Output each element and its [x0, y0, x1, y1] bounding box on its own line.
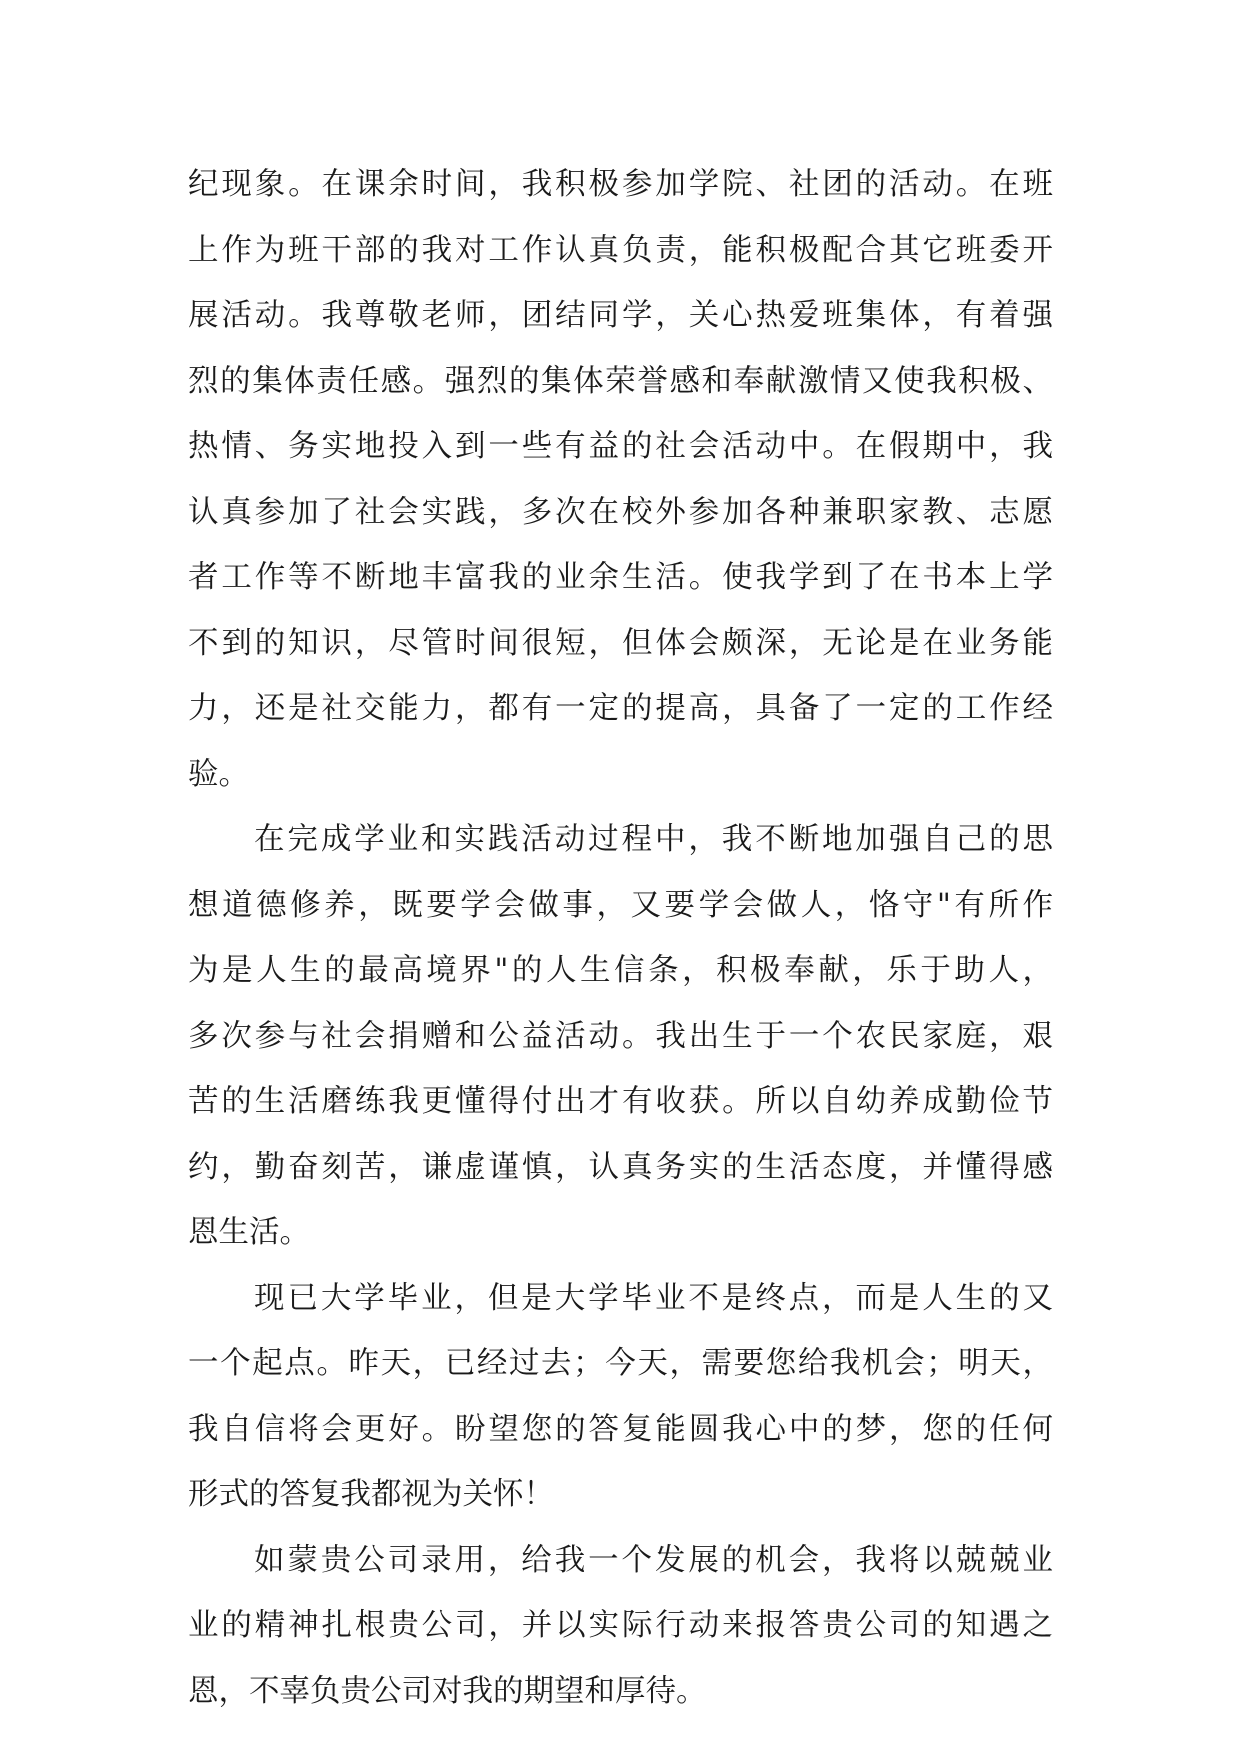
text-line: 纪现象。在课余时间，我积极参加学院、社团的活动。在班 [188, 167, 1053, 202]
text-line: 者工作等不断地丰富我的业余生活。使我学到了在书本上学 [188, 560, 1053, 595]
text-line: 苦的生活磨练我更懂得付出才有收获。所以自幼养成勤俭节 [188, 1084, 1053, 1119]
text-line: 为是人生的最高境界"的人生信条，积极奉献，乐于助人， [188, 953, 1053, 988]
text-line: 验。 [188, 756, 249, 792]
text-line: 形式的答复我都视为关怀！ [188, 1477, 554, 1512]
text-line: 烈的集体责任感。强烈的集体荣誉感和奉献激情又使我积极、 [188, 363, 1053, 399]
paragraph [188, 152, 1053, 807]
text-line: 如蒙贵公司录用，给我一个发展的机会，我将以兢兢业 [254, 1542, 1053, 1578]
text-line: 约，勤奋刻苦，谦虚谨慎，认真务实的生活态度，并懂得感 [188, 1149, 1053, 1185]
text-line: 恩，不辜负贵公司对我的期望和厚待。 [188, 1673, 707, 1709]
text-line: 我自信将会更好。盼望您的答复能圆我心中的梦，您的任何 [188, 1411, 1053, 1447]
text-line: 想道德修养，既要学会做事，又要学会做人，恪守"有所作 [188, 887, 1053, 923]
text-line: 上作为班干部的我对工作认真负责，能积极配合其它班委开 [188, 232, 1053, 268]
text-line: 多次参与社会捐赠和公益活动。我出生于一个农民家庭，艰 [188, 1018, 1053, 1054]
text-line: 认真参加了社会实践，多次在校外参加各种兼职家教、志愿 [188, 494, 1053, 530]
text-line: 一个起点。昨天，已经过去；今天，需要您给我机会；明天， [188, 1346, 1053, 1381]
text-line: 力，还是社交能力，都有一定的提高，具备了一定的工作经 [188, 691, 1053, 726]
paragraph [188, 807, 1053, 1266]
paragraph [188, 1528, 1053, 1725]
document-page [188, 152, 1053, 1724]
text-line: 恩生活。 [188, 1215, 310, 1250]
text-line: 展活动。我尊敬老师，团结同学，关心热爱班集体，有着强 [188, 298, 1053, 333]
text-line: 热情、务实地投入到一些有益的社会活动中。在假期中，我 [188, 429, 1053, 464]
text-line: 不到的知识，尽管时间很短，但体会颇深，无论是在业务能 [188, 625, 1053, 661]
text-line: 在完成学业和实践活动过程中，我不断地加强自己的思 [254, 822, 1053, 857]
paragraph [188, 1266, 1053, 1528]
text-line: 业的精神扎根贵公司，并以实际行动来报答贵公司的知遇之 [188, 1608, 1053, 1643]
text-line: 现已大学毕业，但是大学毕业不是终点，而是人生的又 [254, 1280, 1053, 1316]
